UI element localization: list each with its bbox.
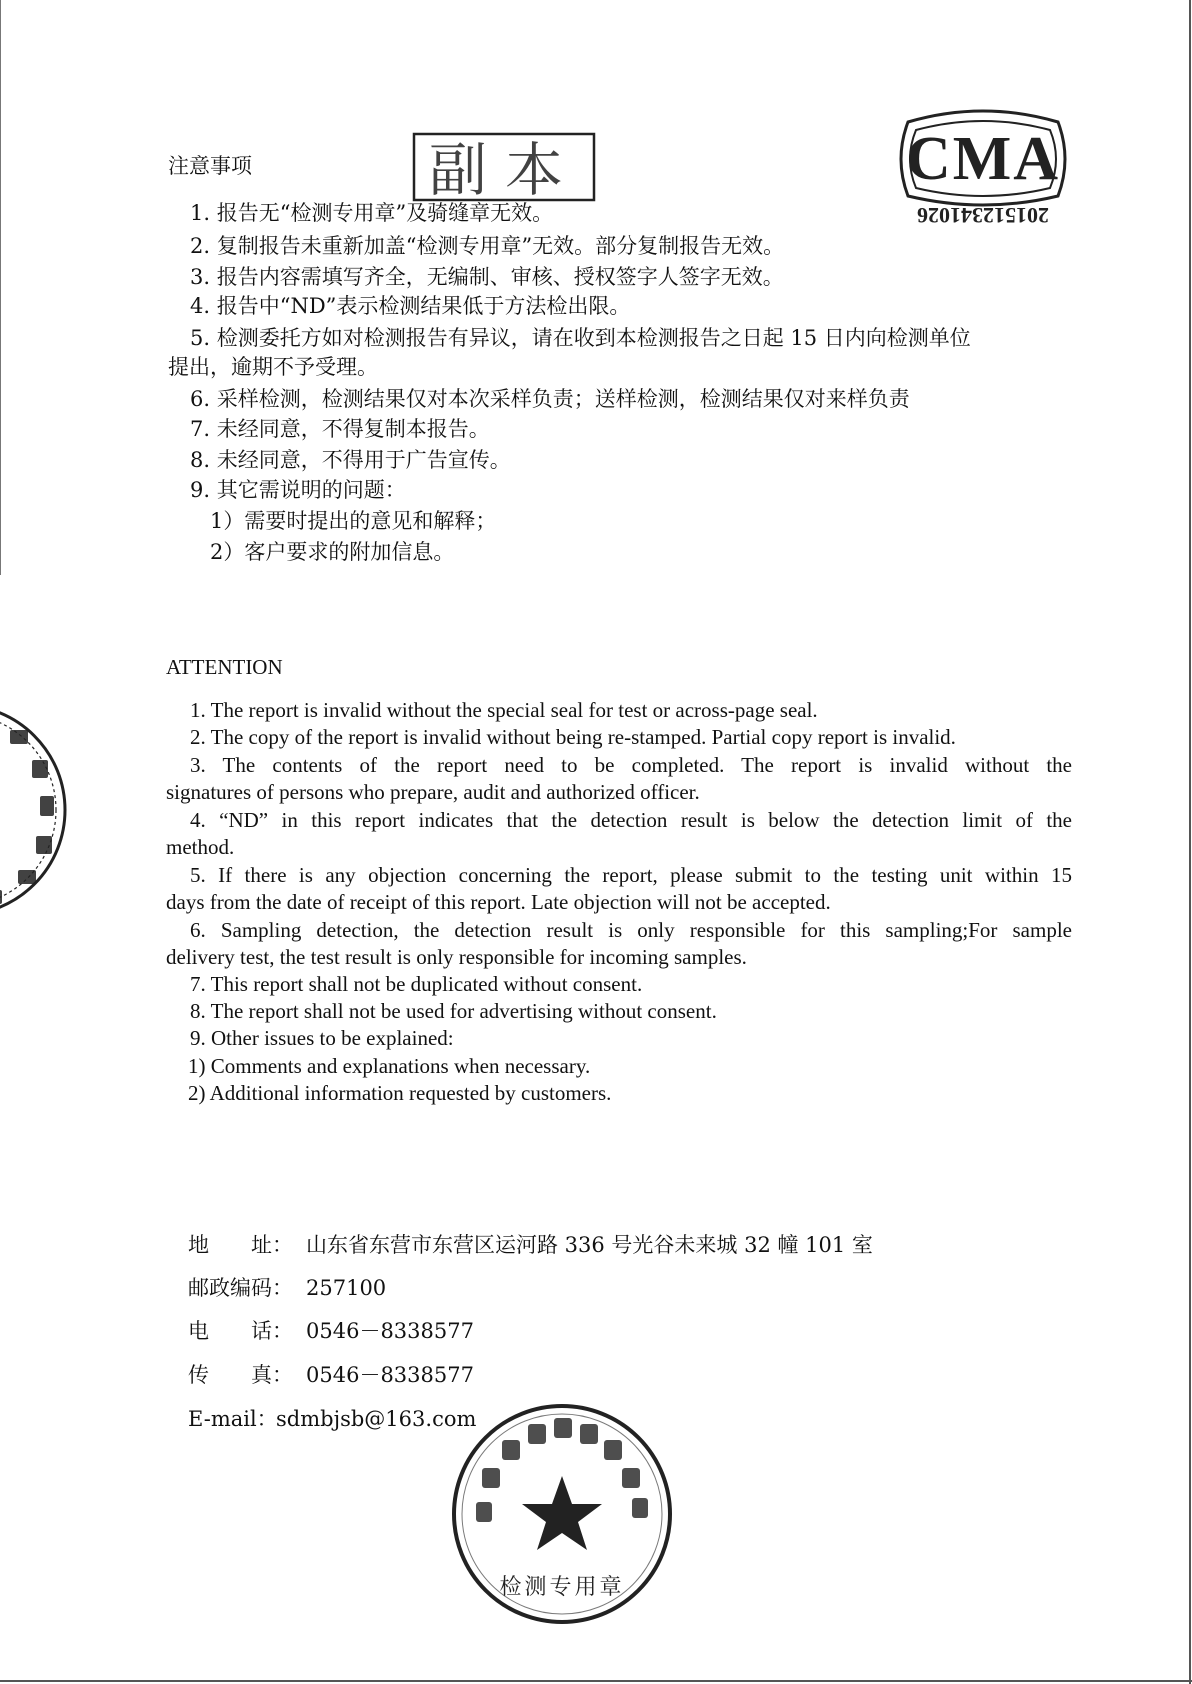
- svg-text:副本: 副本: [428, 136, 582, 204]
- svg-text:检测专用章: 检测专用章: [499, 1575, 625, 1600]
- phone-label: 电 话：: [188, 1319, 293, 1343]
- en-note-2: 2. The copy of the report is invalid without being re-stamped. Partial copy report is invalid.: [190, 725, 956, 749]
- fax-value: 0546－8338577: [306, 1363, 474, 1387]
- fax-label: 传 真：: [188, 1363, 293, 1387]
- email-label: E-mail：: [188, 1407, 278, 1431]
- page-border-left: [0, 0, 1, 575]
- email-value: sdmbjsb@163.com: [276, 1407, 477, 1431]
- address-label: 地 址：: [188, 1233, 293, 1257]
- cma-mark-logo: [888, 104, 1078, 230]
- en-note-8: 8. The report shall not be used for advertising without consent.: [190, 999, 717, 1023]
- en-note-9-sub-1: 1) Comments and explanations when necessary.: [188, 1054, 591, 1078]
- cn-note-2: 2. 复制报告未重新加盖“检测专用章”无效。部分复制报告无效。: [190, 234, 785, 258]
- page-border-right: [1189, 0, 1191, 1684]
- address-value: 山东省东营市东营区运河路 336 号光谷未来城 32 幢 101 室: [306, 1233, 873, 1257]
- en-note-5-cont: days from the date of receipt of this report. Late objection will not be accepted.: [166, 890, 831, 914]
- en-note-6: 6. Sampling detection, the detection result is only responsible for this sampling;For sample: [190, 918, 1072, 942]
- postcode-label: 邮政编码：: [188, 1276, 293, 1300]
- en-note-3-cont: signatures of persons who prepare, audit and authorized officer.: [166, 780, 700, 804]
- cn-note-7: 7. 未经同意，不得复制本报告。: [190, 417, 490, 441]
- cn-note-8: 8. 未经同意，不得用于广告宣传。: [190, 448, 511, 472]
- cn-note-1: 1. 报告无“检测专用章”及骑缝章无效。: [190, 201, 554, 225]
- page-border-bottom: [0, 1680, 1192, 1682]
- en-note-6-cont: delivery test, the test result is only responsible for incoming samples.: [166, 945, 747, 969]
- across-page-seal-fragment: [0, 690, 90, 930]
- inspection-seal: [446, 1398, 678, 1630]
- cn-note-4: 4. 报告中“ND”表示检测结果低于方法检出限。: [190, 294, 631, 318]
- cn-note-5: 5. 检测委托方如对检测报告有异议，请在收到本检测报告之日起 15 日内向检测单位: [190, 326, 971, 350]
- en-note-9: 9. Other issues to be explained:: [190, 1026, 454, 1050]
- cn-note-3: 3. 报告内容需填写齐全，无编制、审核、授权签字人签字无效。: [190, 265, 784, 289]
- cn-note-5-cont: 提出，逾期不予受理。: [168, 355, 378, 379]
- en-note-7: 7. This report shall not be duplicated without consent.: [190, 972, 643, 996]
- en-note-3: 3. The contents of the report need to be completed. The report is invalid without the: [190, 753, 1072, 777]
- en-note-4: 4. “ND” in this report indicates that the detection result is below the detection limit of the: [190, 808, 1072, 832]
- phone-value: 0546－8338577: [306, 1319, 474, 1343]
- english-heading: ATTENTION: [166, 655, 283, 679]
- copy-stamp: [410, 128, 600, 206]
- en-note-1: 1. The report is invalid without the special seal for test or across-page seal.: [190, 698, 818, 722]
- chinese-heading: 注意事项: [168, 154, 252, 178]
- cn-note-6: 6. 采样检测，检测结果仅对本次采样负责；送样检测，检测结果仅对来样负责: [190, 387, 910, 411]
- postcode-value: 257100: [306, 1276, 387, 1300]
- svg-text:CMA: CMA: [905, 125, 1061, 193]
- cn-note-9-sub-1: 1）需要时提出的意见和解释；: [210, 509, 497, 533]
- en-note-4-cont: method.: [166, 835, 235, 859]
- cn-note-9: 9. 其它需说明的问题：: [190, 478, 406, 502]
- svg-text:201512341026: 201512341026: [917, 203, 1049, 228]
- en-note-5: 5. If there is any objection concerning the report, please submit to the testing unit within 15: [190, 863, 1072, 887]
- cn-note-9-sub-2: 2）客户要求的附加信息。: [210, 540, 455, 564]
- en-note-9-sub-2: 2) Additional information requested by customers.: [188, 1081, 612, 1105]
